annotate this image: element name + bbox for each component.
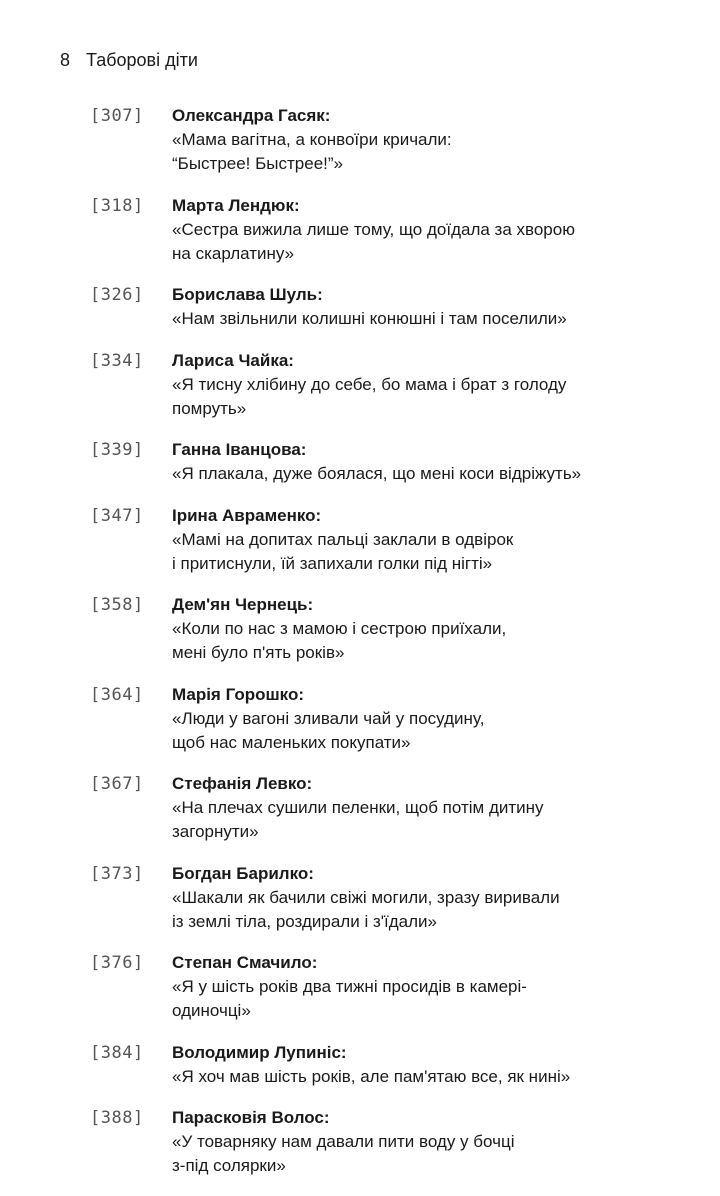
entry-body bbox=[172, 349, 632, 421]
page-reference: [326] bbox=[90, 285, 144, 305]
witness-quote: «Нам звільнили колишні конюшні і там поселили» bbox=[172, 309, 567, 328]
page-reference: [347] bbox=[90, 505, 144, 526]
page-reference: [307] bbox=[90, 106, 144, 126]
entry-body bbox=[172, 504, 632, 576]
entry-384 bbox=[0, 1041, 720, 1089]
page-number: 8 bbox=[60, 50, 71, 70]
entry-334 bbox=[0, 349, 720, 421]
book-title: Таборові діти bbox=[86, 50, 198, 70]
witness-name: Марія Горошко: bbox=[172, 684, 305, 704]
page-reference: [318] bbox=[90, 195, 144, 216]
entry-388 bbox=[0, 1106, 720, 1178]
page-reference: [388] bbox=[90, 1108, 144, 1128]
page-reference: [367] bbox=[90, 774, 144, 794]
witness-name: Дем'ян Чернець: bbox=[172, 595, 314, 614]
running-head bbox=[60, 50, 198, 71]
witness-name: Ірина Авраменко: bbox=[172, 505, 322, 525]
entry-body bbox=[172, 1106, 632, 1178]
page-reference: [358] bbox=[90, 595, 144, 615]
witness-quote: «Сестра вижила лише тому, що доїдала за хворою на скарлатину» bbox=[172, 219, 575, 263]
entry-body bbox=[172, 104, 632, 176]
witness-quote: «Я плакала, дуже боялася, що мені коси відріжуть» bbox=[172, 464, 582, 483]
entry-358 bbox=[0, 593, 720, 665]
witness-name: Парасковія Волос: bbox=[172, 1108, 330, 1127]
page-reference: [339] bbox=[90, 440, 144, 460]
witness-quote: «Мама вагітна, а конвоїри кричали: “Быстрее! Быстрее!”» bbox=[172, 130, 452, 173]
entry-307 bbox=[0, 104, 720, 176]
entry-326 bbox=[0, 283, 720, 331]
witness-quote: «Я хоч мав шість років, але пам'ятаю все, як нині» bbox=[172, 1066, 571, 1086]
page-reference: [364] bbox=[90, 684, 144, 705]
entry-364 bbox=[0, 683, 720, 755]
witness-quote: «Я тисну хлібину до себе, бо мама і брат з голоду помруть» bbox=[172, 374, 567, 418]
witness-quote: «Люди у вагоні зливали чай у посудину, щоб нас маленьких покупати» bbox=[172, 708, 485, 752]
entry-367 bbox=[0, 772, 720, 844]
page-reference: [376] bbox=[90, 953, 144, 973]
entry-body bbox=[172, 862, 632, 934]
witness-quote: «У товарняку нам давали пити воду у бочці з-під солярки» bbox=[172, 1132, 515, 1175]
entry-body bbox=[172, 1041, 632, 1089]
entry-body bbox=[172, 283, 632, 331]
witness-quote: «На плечах сушили пеленки, щоб потім дитину загорнути» bbox=[172, 798, 544, 841]
entry-body bbox=[172, 194, 632, 266]
entry-339 bbox=[0, 438, 720, 486]
entry-body bbox=[172, 683, 632, 755]
entry-373 bbox=[0, 862, 720, 934]
witness-name: Володимир Лупиніс: bbox=[172, 1042, 347, 1062]
witness-name: Степан Смачило: bbox=[172, 953, 318, 972]
witness-name: Марта Лендюк: bbox=[172, 195, 300, 215]
entry-body bbox=[172, 951, 632, 1023]
testimony-list bbox=[0, 104, 720, 1196]
witness-name: Лариса Чайка: bbox=[172, 350, 294, 370]
witness-name: Олександра Гасяк: bbox=[172, 106, 331, 125]
page-reference: [334] bbox=[90, 350, 144, 371]
witness-name: Богдан Барилко: bbox=[172, 863, 314, 883]
entry-body bbox=[172, 438, 632, 486]
entry-body bbox=[172, 772, 632, 844]
witness-name: Борислава Шуль: bbox=[172, 285, 323, 304]
entry-347 bbox=[0, 504, 720, 576]
witness-quote: «Я у шість років два тижні просидів в камері- одиночці» bbox=[172, 977, 527, 1020]
witness-quote: «Коли по нас з мамою і сестрою приїхали, мені було п'ять років» bbox=[172, 619, 507, 662]
witness-name: Стефанія Левко: bbox=[172, 774, 313, 793]
page-reference: [373] bbox=[90, 863, 144, 884]
witness-quote: «Шакали як бачили свіжі могили, зразу виривали із землі тіла, роздирали і з'їдали» bbox=[172, 887, 560, 931]
entry-318 bbox=[0, 194, 720, 266]
entry-376 bbox=[0, 951, 720, 1023]
page-reference: [384] bbox=[90, 1042, 144, 1063]
entry-body bbox=[172, 593, 632, 665]
witness-quote: «Мамі на допитах пальці заклали в одвірок і притиснули, їй запихали голки під нігті» bbox=[172, 529, 514, 573]
witness-name: Ганна Іванцова: bbox=[172, 440, 307, 459]
